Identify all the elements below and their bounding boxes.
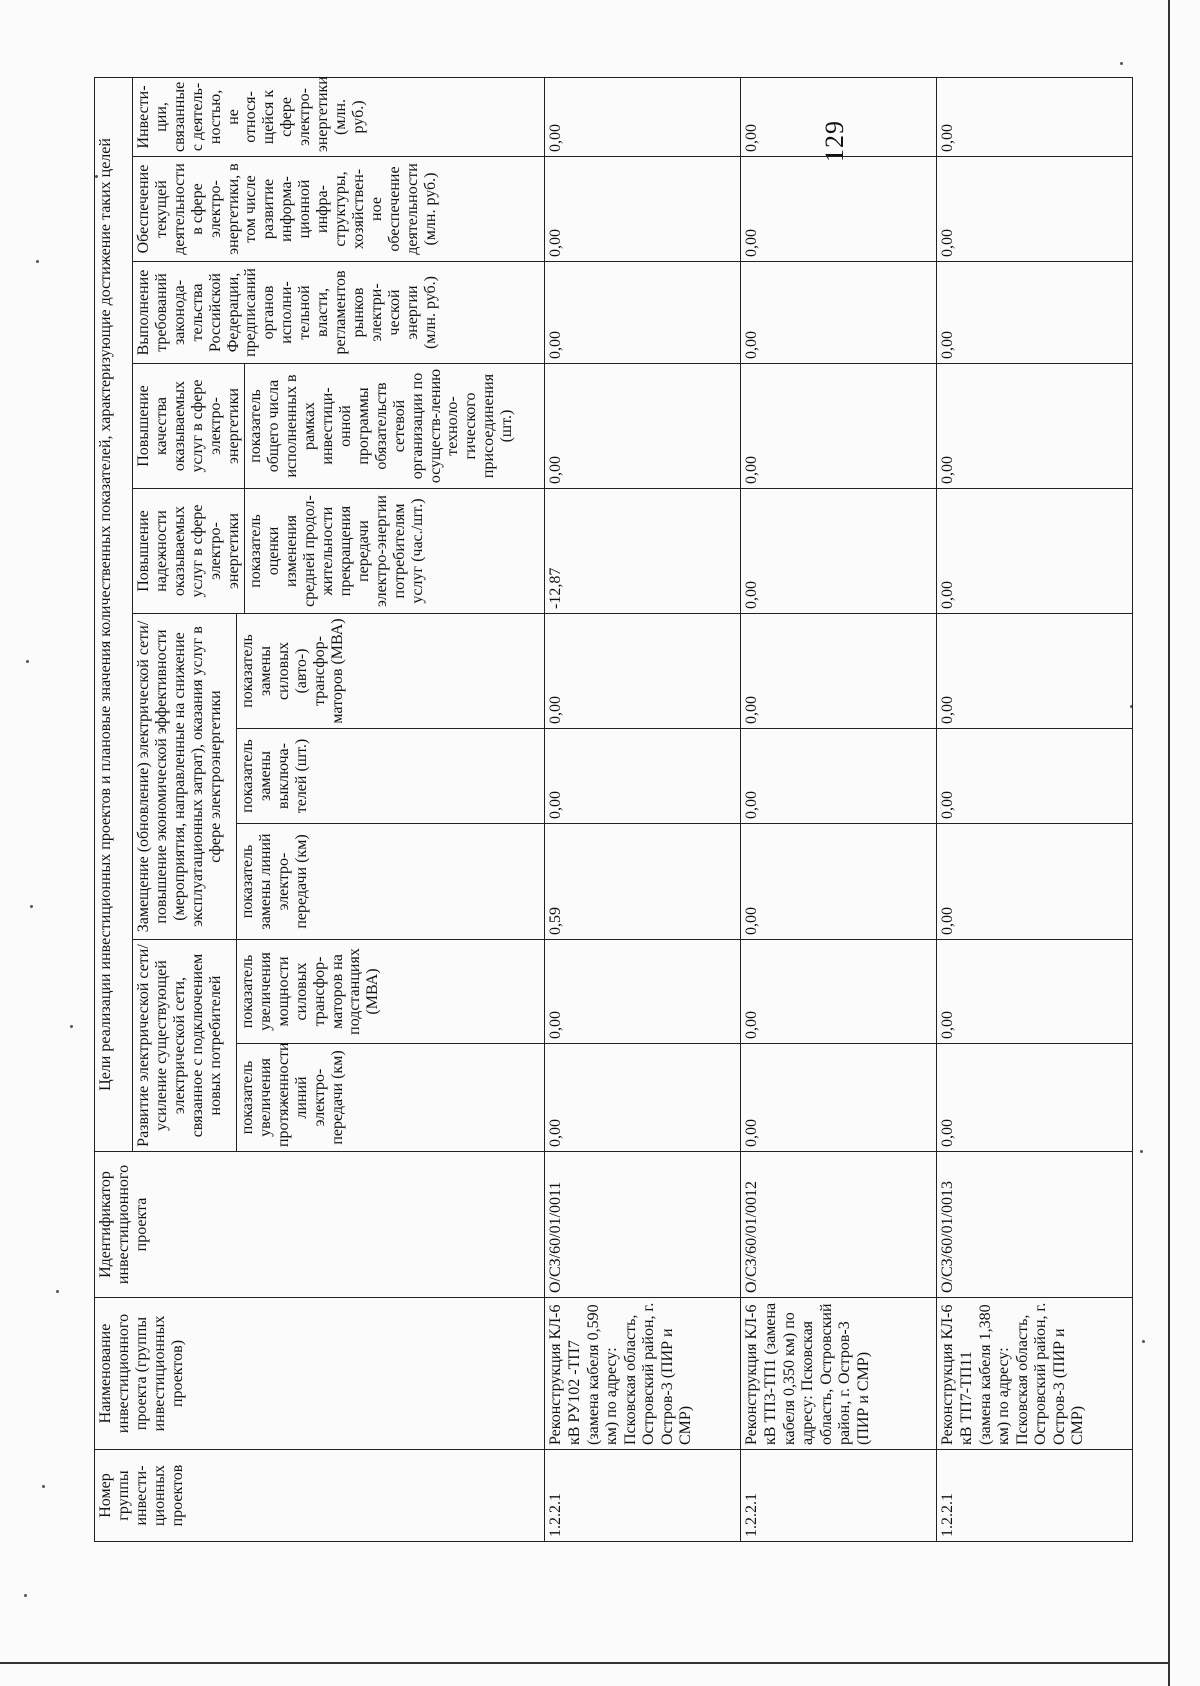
header-project-name: Наименование инвестиционного проекта (группы инвестиционных проектов): [95, 1298, 545, 1450]
cell-line-length: 0,00: [937, 1044, 1133, 1152]
row-project-id: О/СЗ/60/01/0011: [545, 1152, 741, 1298]
cell-line-replacement: 0,59: [545, 824, 741, 940]
header-reliability: Повышение надежности оказываемых услуг в сфере электро-энергетики: [133, 489, 245, 614]
cell-current-activity: 0,00: [741, 157, 937, 262]
cell-transformer-replacement: 0,00: [545, 614, 741, 729]
cell-legislation: 0,00: [741, 262, 937, 364]
row-project-name: Реконструкция КЛ-6 кВ ТП3-ТП1 (замена кабеля 0,350 км) по адресу: Псковская область, Островский район, г. Остров-3 (ПИР и СМР): [741, 1298, 937, 1450]
cell-other-investments: 0,00: [937, 77, 1133, 156]
header-row-1: [95, 77, 133, 1541]
header-ind-connections: показатель общего числа исполненных в рамках инвестици-онной программы обязательств сетевой организации по осуществ-лению техноло-гического присоединения (шт.): [245, 364, 545, 489]
header-ind-line-length: показатель увеличения протяженности линий электро-передачи (км): [237, 1044, 545, 1152]
header-ind-outage-duration: показатель оценки изменения средней продол-жительности прекращения передачи электро-энергии потребителям услуг (час./шт.): [245, 489, 545, 614]
cell-connections: 0,00: [741, 364, 937, 489]
cell-line-length: 0,00: [741, 1044, 937, 1152]
cell-transformer-power: 0,00: [741, 940, 937, 1044]
row-group-number: 1.2.2.1: [937, 1450, 1133, 1542]
header-ind-transformer-power: показатель увеличения мощности силовых трансфор-маторов на подстанциях (МВА): [237, 940, 545, 1044]
row-project-id: О/СЗ/60/01/0012: [741, 1152, 937, 1298]
header-legislation: Выполнение требований законода-тельства Российской Федерации, предписаний органов исполни-тельной власти, регламентов рынков электри-ческой энергии (млн. руб.): [133, 262, 545, 364]
table-row: [937, 77, 1133, 1541]
cell-transformer-replacement: 0,00: [741, 614, 937, 729]
investment-goals-table: [94, 77, 1133, 1542]
row-project-id: О/СЗ/60/01/0013: [937, 1152, 1133, 1298]
table-row: [545, 77, 741, 1541]
cell-other-investments: 0,00: [545, 77, 741, 156]
cell-current-activity: 0,00: [937, 157, 1133, 262]
page-number: 129: [820, 120, 849, 162]
cell-transformer-replacement: 0,00: [937, 614, 1133, 729]
row-group-number: 1.2.2.1: [545, 1450, 741, 1542]
header-ind-transformer-replacement: показатель замены силовых (авто-) трансфор-маторов (МВА): [237, 614, 545, 729]
cell-legislation: 0,00: [937, 262, 1133, 364]
cell-connections: 0,00: [937, 364, 1133, 489]
cell-legislation: 0,00: [545, 262, 741, 364]
cell-other-investments: 0,00: [741, 77, 937, 156]
header-development: Развитие электрической сети/усиление существующей электрической сети, связанное с подключением новых потребителей: [133, 940, 237, 1152]
header-quality: Повышение качества оказываемых услуг в сфере электро-энергетики: [133, 364, 245, 489]
cell-line-length: 0,00: [545, 1044, 741, 1152]
row-project-name: Реконструкция КЛ-6 кВ РУ102 -ТП7 (замена кабеля 0,590 км) по адресу: Псковская область, Островский район, г. Остров-3 (ПИР и СМР): [545, 1298, 741, 1450]
cell-connections: 0,00: [545, 364, 741, 489]
header-goals: Цели реализации инвестиционных проектов и плановые значения количественных показателей, характеризующие достижение таких целей: [95, 77, 133, 1151]
cell-outage-duration: 0,00: [937, 489, 1133, 614]
cell-outage-duration: 0,00: [741, 489, 937, 614]
cell-line-replacement: 0,00: [937, 824, 1133, 940]
header-project-id: Идентификатор инвестиционного проекта: [95, 1152, 545, 1298]
cell-switch-replacement: 0,00: [741, 729, 937, 824]
header-other-investments: Инвести-ции, связанные с деятель-ностью, не относя-щейся к сфере электро-энергетики (млн. руб.): [133, 77, 545, 156]
cell-switch-replacement: 0,00: [545, 729, 741, 824]
cell-transformer-power: 0,00: [937, 940, 1133, 1044]
header-current-activity: Обеспечение текущей деятельности в сфере электро-энергетики, в том числе развитие информа-ционной инфра-структуры, хозяйствен-ное обеспечение деятельности (млн. руб.): [133, 157, 545, 262]
cell-line-replacement: 0,00: [741, 824, 937, 940]
cell-current-activity: 0,00: [545, 157, 741, 262]
header-replacement: Замещение (обновление) электрической сети/повышение экономической эффективности (мероприятия, направленные на снижение эксплуатационных затрат), оказания услуг в сфере электроэнергетики: [133, 614, 237, 940]
header-group-number: Номер группы инвести-ционных проектов: [95, 1450, 545, 1542]
header-ind-line-replacement: показатель замены линий электро-передачи (км): [237, 824, 545, 940]
cell-switch-replacement: 0,00: [937, 729, 1133, 824]
header-ind-switch-replacement: показатель замены выключа-телей (шт.): [237, 729, 545, 824]
row-group-number: 1.2.2.1: [741, 1450, 937, 1542]
cell-transformer-power: 0,00: [545, 940, 741, 1044]
cell-outage-duration: -12,87: [545, 489, 741, 614]
row-project-name: Реконструкция КЛ-6 кВ ТП7-ТП11 (замена кабеля 1,380 км) по адресу: Псковская область, Островский район, г. Остров-3 (ПИР и СМР): [937, 1298, 1133, 1450]
table-row: [741, 77, 937, 1541]
